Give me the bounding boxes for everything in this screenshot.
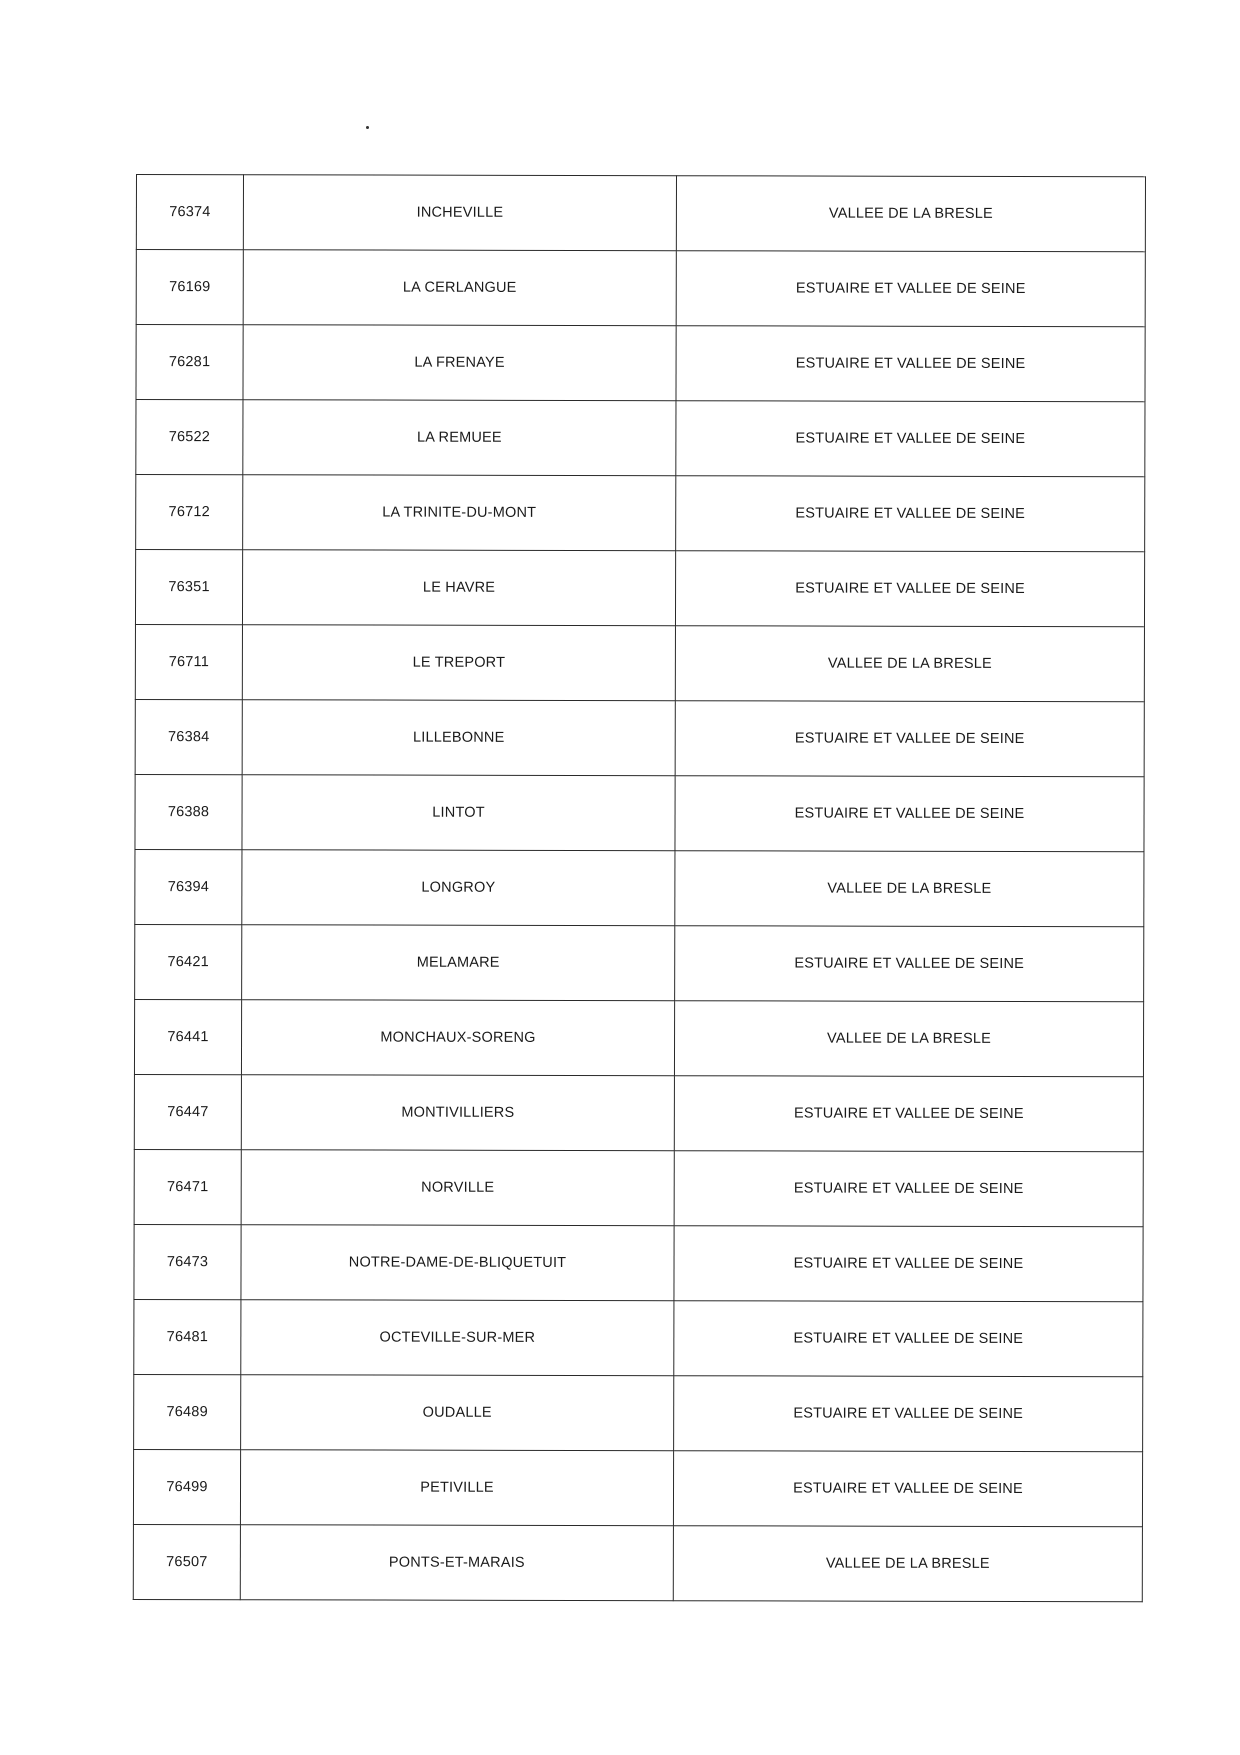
zone-cell: ESTUAIRE ET VALLEE DE SEINE <box>675 776 1144 852</box>
table-row <box>135 699 1144 776</box>
table-row <box>136 250 1145 327</box>
code-cell: 76351 <box>135 550 242 625</box>
commune-cell: LA CERLANGUE <box>243 250 676 326</box>
zone-cell: ESTUAIRE ET VALLEE DE SEINE <box>674 1301 1143 1377</box>
code-cell: 76281 <box>136 325 243 400</box>
zone-cell: ESTUAIRE ET VALLEE DE SEINE <box>673 1451 1142 1527</box>
zone-cell: ESTUAIRE ET VALLEE DE SEINE <box>675 926 1144 1002</box>
code-cell: 76374 <box>136 175 243 250</box>
zone-cell: VALLEE DE LA BRESLE <box>674 1001 1143 1077</box>
table-row <box>135 625 1144 702</box>
commune-cell: PONTS-ET-MARAIS <box>240 1525 673 1601</box>
commune-cell: MONCHAUX-SORENG <box>241 1000 674 1076</box>
zone-cell: ESTUAIRE ET VALLEE DE SEINE <box>676 401 1145 477</box>
code-cell: 76384 <box>135 699 242 774</box>
zone-cell: VALLEE DE LA BRESLE <box>673 1526 1142 1602</box>
table-row <box>135 774 1144 851</box>
code-cell: 76169 <box>136 250 243 325</box>
table-row <box>134 1299 1143 1376</box>
code-cell: 76388 <box>135 774 242 849</box>
commune-cell: INCHEVILLE <box>243 175 676 251</box>
zone-cell: ESTUAIRE ET VALLEE DE SEINE <box>675 701 1144 777</box>
table-row <box>136 175 1145 252</box>
zone-cell: ESTUAIRE ET VALLEE DE SEINE <box>674 1376 1143 1452</box>
table-row <box>134 999 1143 1076</box>
commune-cell: LE TREPORT <box>242 625 675 701</box>
table-row <box>133 1524 1142 1601</box>
zone-cell: VALLEE DE LA BRESLE <box>675 626 1144 702</box>
code-cell: 76712 <box>136 475 243 550</box>
commune-cell: LONGROY <box>242 850 675 926</box>
commune-cell: LA REMUEE <box>243 400 676 476</box>
commune-cell: PETIVILLE <box>240 1450 673 1526</box>
table-row <box>134 1149 1143 1226</box>
zone-cell: VALLEE DE LA BRESLE <box>675 851 1144 927</box>
code-cell: 76499 <box>133 1449 240 1524</box>
table-row <box>134 1074 1143 1151</box>
commune-cell: NOTRE-DAME-DE-BLIQUETUIT <box>241 1225 674 1301</box>
commune-cell: LINTOT <box>242 775 675 851</box>
commune-cell: MELAMARE <box>242 925 675 1001</box>
table-row <box>136 400 1145 477</box>
table-row <box>134 1374 1143 1451</box>
commune-cell: LA TRINITE-DU-MONT <box>243 475 676 551</box>
commune-cell: LE HAVRE <box>242 550 675 626</box>
table-body <box>133 175 1145 1602</box>
code-cell: 76489 <box>134 1374 241 1449</box>
communes-table <box>133 174 1146 1602</box>
code-cell: 76471 <box>134 1149 241 1224</box>
code-cell: 76441 <box>134 999 241 1074</box>
commune-cell: LA FRENAYE <box>243 325 676 401</box>
zone-cell: ESTUAIRE ET VALLEE DE SEINE <box>674 1076 1143 1152</box>
code-cell: 76421 <box>135 924 242 999</box>
code-cell: 76447 <box>134 1074 241 1149</box>
zone-cell: ESTUAIRE ET VALLEE DE SEINE <box>676 326 1145 402</box>
commune-cell: OUDALLE <box>241 1375 674 1451</box>
table-row <box>136 325 1145 402</box>
code-cell: 76481 <box>134 1299 241 1374</box>
table-row <box>135 550 1144 627</box>
zone-cell: ESTUAIRE ET VALLEE DE SEINE <box>676 251 1145 327</box>
commune-cell: OCTEVILLE-SUR-MER <box>241 1300 674 1376</box>
zone-cell: ESTUAIRE ET VALLEE DE SEINE <box>675 551 1144 627</box>
commune-cell: LILLEBONNE <box>242 700 675 776</box>
code-cell: 76507 <box>133 1524 240 1599</box>
zone-cell: ESTUAIRE ET VALLEE DE SEINE <box>676 476 1145 552</box>
table-row <box>136 475 1145 552</box>
code-cell: 76394 <box>135 849 242 924</box>
code-cell: 76473 <box>134 1224 241 1299</box>
code-cell: 76711 <box>135 625 242 700</box>
zone-cell: ESTUAIRE ET VALLEE DE SEINE <box>674 1151 1143 1227</box>
table-row <box>135 849 1144 926</box>
table-row <box>133 1449 1142 1526</box>
table-row <box>134 1224 1143 1301</box>
table-row <box>135 924 1144 1001</box>
commune-cell: NORVILLE <box>241 1150 674 1226</box>
zone-cell: VALLEE DE LA BRESLE <box>676 176 1145 252</box>
commune-cell: MONTIVILLIERS <box>241 1075 674 1151</box>
code-cell: 76522 <box>136 400 243 475</box>
zone-cell: ESTUAIRE ET VALLEE DE SEINE <box>674 1226 1143 1302</box>
scan-speck <box>366 126 369 129</box>
